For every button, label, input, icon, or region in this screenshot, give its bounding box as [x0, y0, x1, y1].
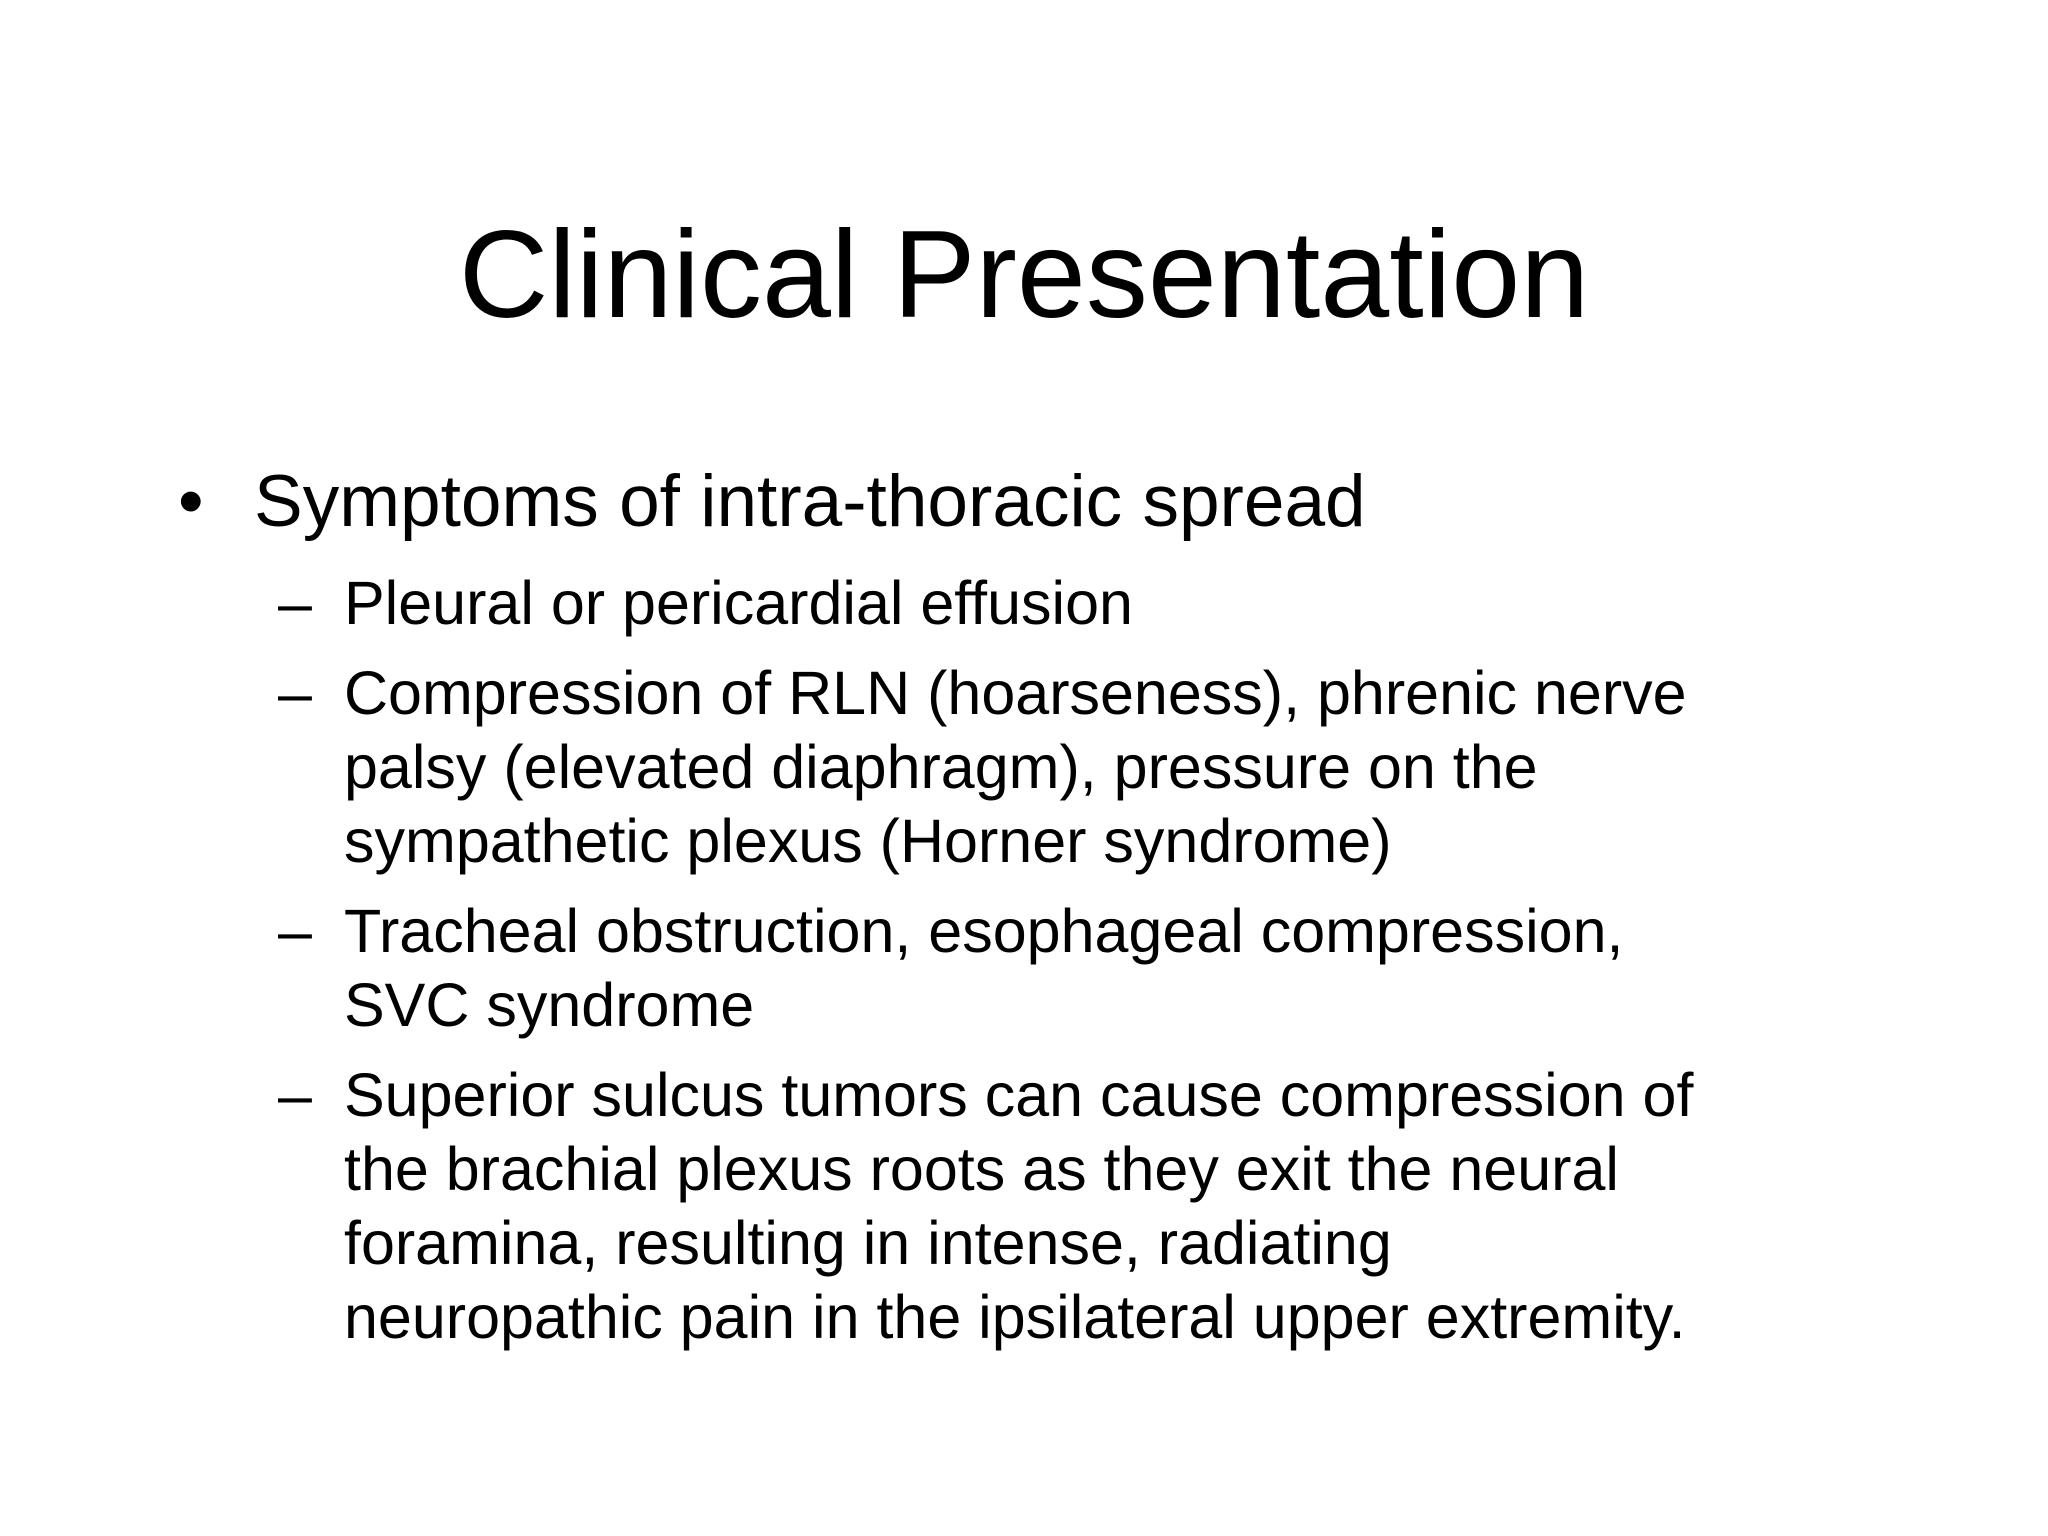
sub-bullet-line: sympathetic plexus (Horner syndrome)	[344, 807, 1392, 875]
sub-bullet-line: SVC syndrome	[344, 971, 755, 1039]
sub-bullet-item	[278, 656, 1938, 878]
sub-bullet-item	[278, 1058, 1938, 1354]
sub-bullet-line: foramina, resulting in intense, radiating	[344, 1209, 1392, 1277]
sub-bullet-line: the brachial plexus roots as they exit the neural	[344, 1135, 1619, 1203]
dash-icon: –	[278, 897, 312, 965]
bullet-icon: •	[178, 461, 204, 542]
bullet-item	[170, 460, 1920, 544]
sub-bullet-item	[278, 566, 1938, 640]
sub-bullet-line: Superior sulcus tumors can cause compression of	[344, 1061, 1694, 1129]
bullet-list	[170, 460, 1920, 544]
dash-icon: –	[278, 569, 312, 637]
sub-bullet-line: palsy (elevated diaphragm), pressure on the	[344, 733, 1538, 801]
slide-title: Clinical Presentation	[458, 206, 1590, 344]
sub-bullet-line: Compression of RLN (hoarseness), phrenic nerve	[344, 659, 1687, 727]
sub-bullet-list	[278, 566, 1938, 1370]
bullet-text: Symptoms of intra-thoracic spread	[254, 461, 1366, 542]
dash-icon: –	[278, 659, 312, 727]
sub-bullet-line: neuropathic pain in the ipsilateral upper extremity.	[344, 1283, 1686, 1351]
sub-bullet-line: Pleural or pericardial effusion	[344, 569, 1133, 637]
sub-bullet-item	[278, 894, 1938, 1042]
dash-icon: –	[278, 1061, 312, 1129]
sub-bullet-line: Tracheal obstruction, esophageal compression,	[344, 897, 1624, 965]
